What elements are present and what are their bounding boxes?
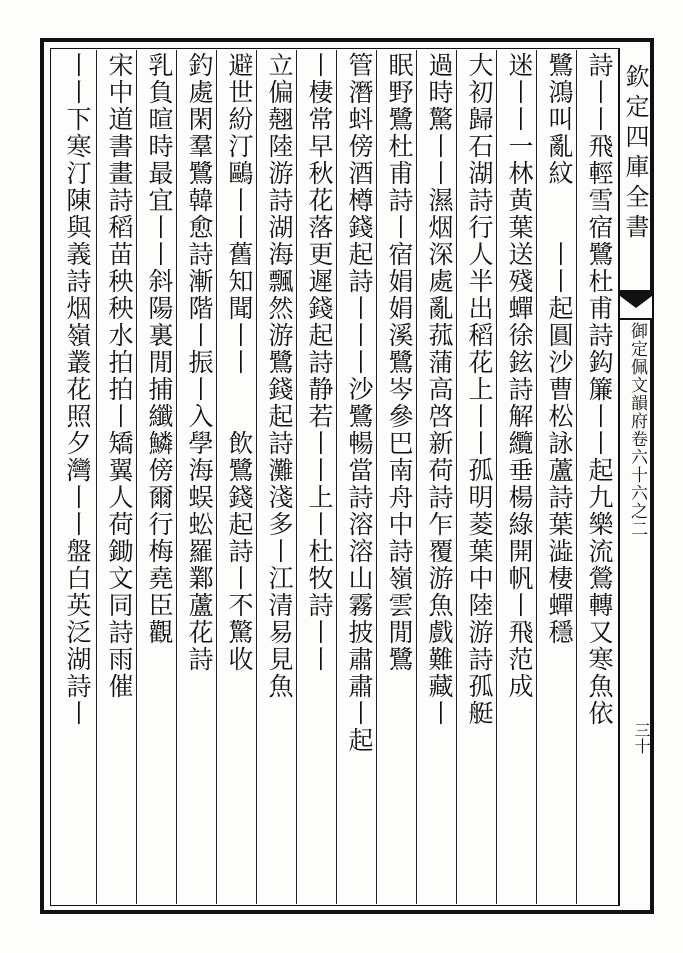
text-column-14: 丨丨下寒汀陳與義詩烟嶺叢花照夕灣丨丨盤白英泛湖詩丨	[63, 52, 92, 727]
text-column-3: 迷丨丨一林黄葉送殘蟬徐鉉詩解纜垂楊綠開帆丨飛范成	[505, 52, 534, 700]
text-column-5: 過時驚丨丨濕烟深處亂菰蒲高啓新荷詩乍覆游魚戲難藏丨	[425, 52, 454, 727]
text-column-4: 大初歸石湖詩行人半出稻花上丨丨孤明菱葉中陸游詩孤艇	[465, 52, 494, 727]
fish-tail-mark-icon	[618, 290, 654, 320]
column-rule	[96, 50, 97, 904]
text-column-9: 立偏翹陸游詩湖海飄然游鷺錢起詩灘淺多丨江清易見魚	[265, 52, 294, 700]
text-column-10: 避世紛汀鷗丨丨舊知聞丨丨 飲鷺錢起詩丨不驚收	[225, 52, 254, 673]
text-column-13: 宋中道書畫詩稻苗秧秧水拍拍丨矯翼人荷鋤文同詩雨催	[105, 52, 134, 700]
text-column-7: 管潛蚪傍酒樽錢起詩丨丨丨沙鷺暢當詩溶溶山霧披肅肅丨起	[345, 52, 374, 754]
text-column-11: 釣處閑羣鷺韓愈詩漸階丨振丨入學海蜈蚣羅鄴蘆花詩	[185, 52, 214, 673]
text-column-12: 乳負暄時最宜丨丨斜陽裏閒捕纖鱗傍爾行梅堯臣觀	[145, 52, 174, 646]
text-column-1: 詩丨丨飛輕雪宿鷺杜甫詩鈎簾丨丨起九樂流鶯轉又寒魚依	[585, 52, 614, 727]
volume-label: 御定佩文韻府卷六十六之二	[627, 322, 647, 538]
book-title: 欽定四庫全書	[621, 64, 649, 244]
text-column-2: 鷺鴻叫亂紋 丨丨起圓沙曹松詠蘆詩葉澁棲蟬穩	[545, 52, 574, 646]
page-number: 三十	[632, 722, 651, 754]
text-column-8: 丨棲常早秋花落更遲錢起詩静若丨丨上丨杜牧詩丨丨	[305, 52, 334, 673]
text-column-6: 眠野鷺杜甫詩丨宿娟娟溪鷺岑參巴南舟中詩嶺雲閒鷺	[385, 52, 414, 673]
